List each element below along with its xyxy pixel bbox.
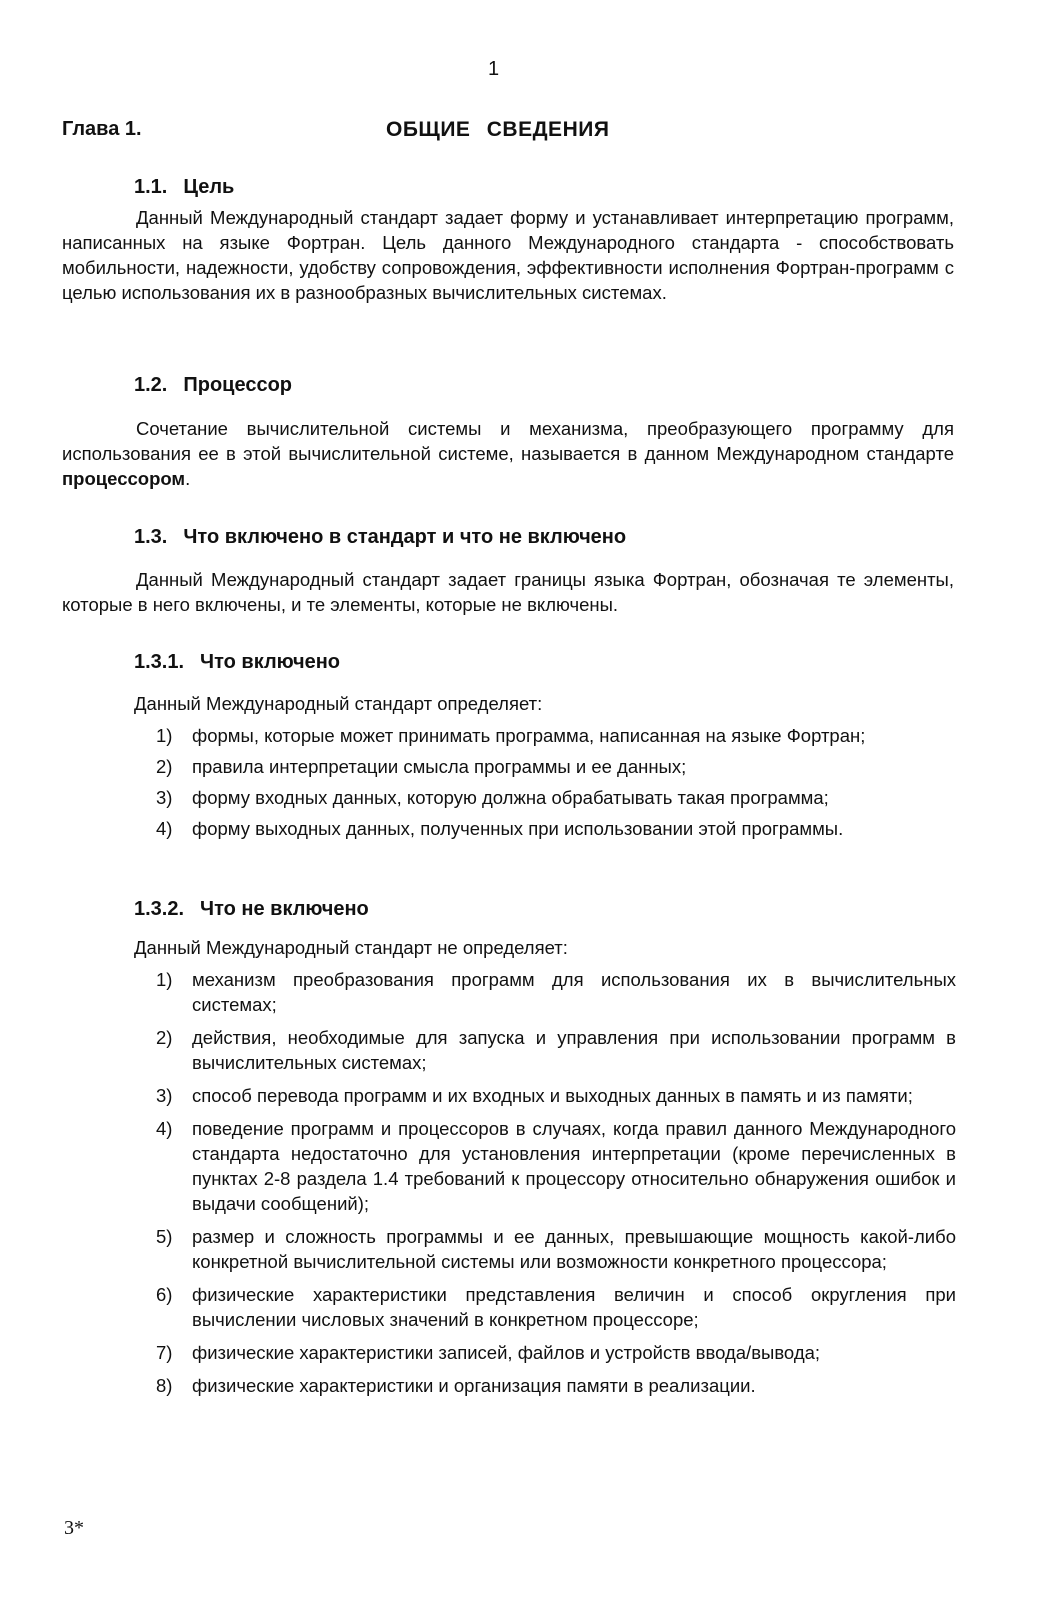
section-number: 1.2. <box>134 374 168 396</box>
section-1-1-text: Данный Международный стандарт задает форму и устанавливает интерпретацию программ, написанных на языке Фортран. Цель данного Международного стандарта - способствовать мобильности, надежности, удобству сопровождения, эффективности исполнения Фортран-программ с целью использования их в разнообразных вычислительных системах. <box>62 207 954 303</box>
list-item-number: 3) <box>156 787 173 808</box>
chapter-label: Глава 1. <box>62 118 142 140</box>
list-item-number: 6) <box>156 1284 173 1305</box>
section-title: Процессор <box>183 374 293 396</box>
section-1-3-text: Данный Международный стандарт задает границы языка Фортран, обозначая те элементы, которые в него включены, и те элементы, которые не включены. <box>62 569 954 615</box>
section-number: 1.1. <box>134 176 168 198</box>
list-item-text: механизм преобразования программ для использования их в вычислительных системах; <box>192 969 956 1015</box>
list-item-number: 1) <box>156 725 173 746</box>
list-item-number: 3) <box>156 1085 173 1106</box>
term-processor: процессором <box>62 468 186 489</box>
list-item-text: способ перевода программ и их входных и выходных данных в память и из памяти; <box>192 1085 913 1106</box>
excluded-list <box>134 967 956 1406</box>
list-item-text: правила интерпретации смысла программы и ее данных; <box>192 756 687 777</box>
section-title: Что включено <box>200 651 341 673</box>
list-item <box>134 723 956 748</box>
text-run: Сочетание вычислительной системы и механизма, преобразующего программу для использования ее в этой вычислительной системе, называется в данном Международном стандарте <box>62 418 954 464</box>
list-item <box>134 1373 956 1398</box>
section-heading-1-3-2 <box>134 898 369 921</box>
section-number: 1.3.2. <box>134 898 185 920</box>
list-item-text: поведение программ и процессоров в случаях, когда правил данного Международного стандарта недостаточно для установления интерпретации (кроме перечисленных в пунктах 2-8 раздела 1.4 требований к процессору относительно обнаружения ошибок и выдачи сообщений); <box>192 1118 956 1214</box>
list-item <box>134 1340 956 1365</box>
section-number: 1.3.1. <box>134 651 185 673</box>
list-item-text: формы, которые может принимать программа, написанная на языке Фортран; <box>192 725 866 746</box>
list-item-number: 2) <box>156 1027 173 1048</box>
list-item <box>134 967 956 1017</box>
signature-mark: 3* <box>64 1517 84 1539</box>
section-title: Цель <box>183 176 235 198</box>
list-item-number: 7) <box>156 1342 173 1363</box>
list-item-text: форму входных данных, которую должна обрабатывать такая программа; <box>192 787 829 808</box>
list-item <box>134 1116 956 1216</box>
list-item <box>134 816 956 841</box>
list-item-text: действия, необходимые для запуска и управления при использовании программ в вычислительных системах; <box>192 1027 956 1073</box>
chapter-title: ОБЩИЕ СВЕДЕНИЯ <box>386 118 610 141</box>
section-1-3-1-intro: Данный Международный стандарт определяет: <box>134 693 543 714</box>
list-item-number: 5) <box>156 1226 173 1247</box>
page-number: 1 <box>488 58 500 80</box>
list-item-text: физические характеристики представления величин и способ округления при вычислении числовых значений в конкретном процессоре; <box>192 1284 956 1330</box>
list-item <box>134 1282 956 1332</box>
list-item-number: 1) <box>156 969 173 990</box>
list-item <box>134 1224 956 1274</box>
list-item-number: 8) <box>156 1375 173 1396</box>
text-run: . <box>185 468 191 489</box>
list-item-text: форму выходных данных, полученных при использовании этой программы. <box>192 818 844 839</box>
list-item <box>134 785 956 810</box>
section-title: Что не включено <box>200 898 369 920</box>
list-item-number: 4) <box>156 1118 173 1139</box>
list-item-number: 4) <box>156 818 173 839</box>
section-heading-1-1 <box>134 176 234 199</box>
list-item-text: физические характеристики и организация памяти в реализации. <box>192 1375 756 1396</box>
section-1-2-text <box>62 416 954 491</box>
section-heading-1-3 <box>134 526 626 549</box>
list-item <box>134 1083 956 1108</box>
included-list <box>134 723 956 847</box>
section-title: Что включено в стандарт и что не включено <box>183 526 627 548</box>
list-item <box>134 1025 956 1075</box>
section-1-3-2-intro: Данный Международный стандарт не определяет: <box>134 937 568 958</box>
list-item-text: физические характеристики записей, файлов и устройств ввода/вывода; <box>192 1342 821 1363</box>
section-heading-1-2 <box>134 374 292 397</box>
list-item <box>134 754 956 779</box>
section-heading-1-3-1 <box>134 651 340 674</box>
list-item-text: размер и сложность программы и ее данных, превышающие мощность какой-либо конкретной вычислительной системы или возможности конкретного процессора; <box>192 1226 956 1272</box>
section-number: 1.3. <box>134 526 168 548</box>
list-item-number: 2) <box>156 756 173 777</box>
